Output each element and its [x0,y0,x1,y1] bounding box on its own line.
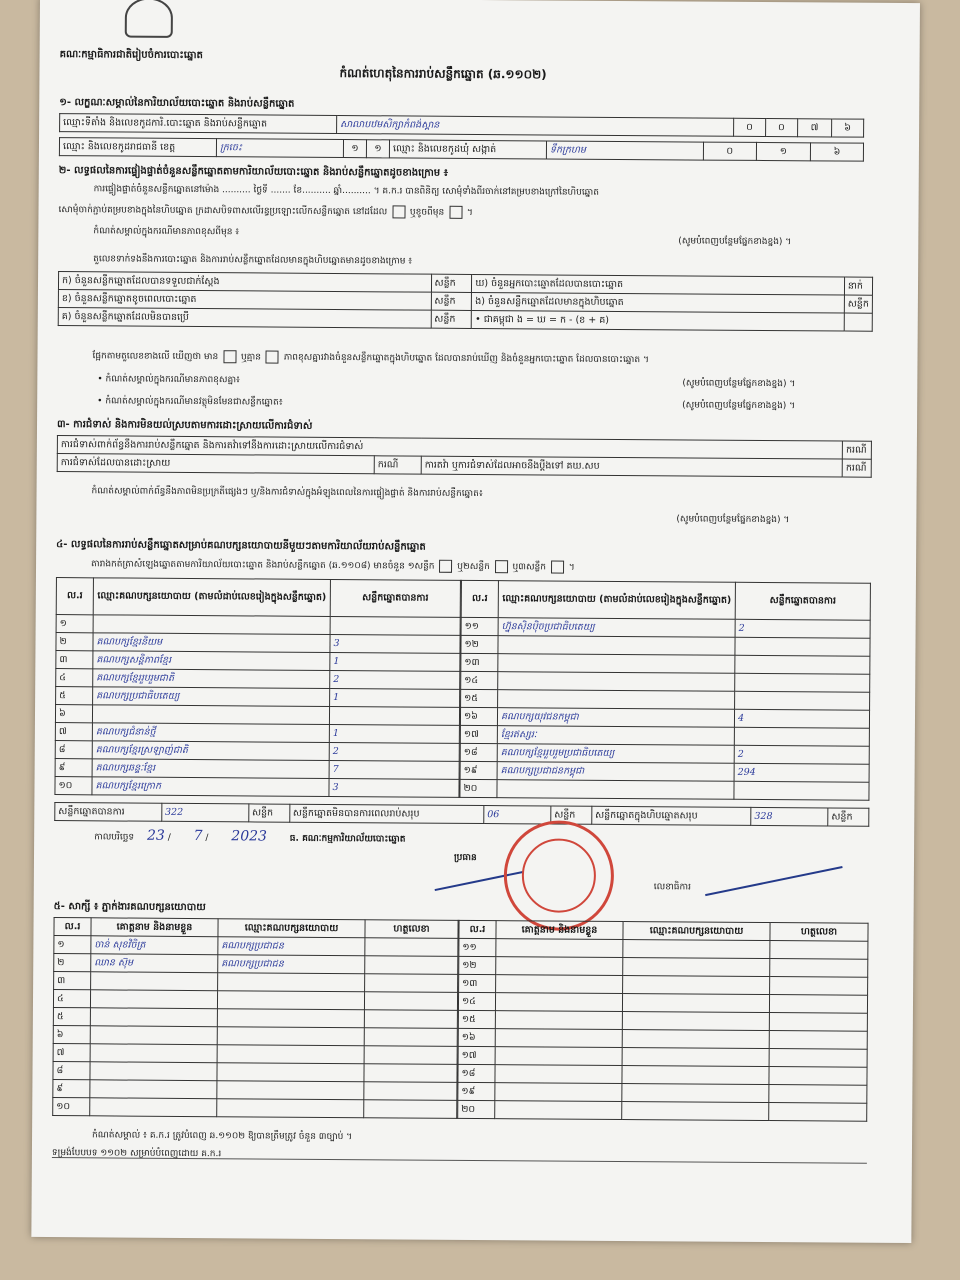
witness-col-party: ឈ្មោះគណបក្សនយោបាយ [218,919,365,938]
location-label: ឈ្មោះទីតាំង និងលេខកូដការិ.បោះឆ្នោត និងរាប់សន្លឹកឆ្នោត [60,114,337,134]
total-invalid-unit: សន្លឹក [551,806,592,824]
row-no: ៥ [53,1008,90,1026]
witness-name [90,1062,217,1081]
row-no: ២០ [458,1100,495,1118]
form-note: ទម្រង់បែបបទ ១១០២ សម្រាប់បំពេញដោយ គ.ក.រ [51,1148,222,1160]
party-name [497,780,734,800]
row-no: ១៥ [461,689,498,707]
party-votes [735,655,870,674]
tally-sheet-intro: តារាងកត់ត្រាសំឡេងឆ្នោតតាមការិយាល័យបោះឆ្នោត និងរាប់សន្លឹកឆ្នោត (ឆ.១១០៨) មានចំនួន ១សន្លឹក [91,559,435,572]
party-name [498,690,735,710]
party-name: គណបក្សខ្មែររួបរួមប្រជាធិបតេយ្យ [497,744,734,764]
section1-table [59,113,864,138]
row-no: ៦ [53,1026,90,1044]
total-valid-unit: សន្លឹក [248,804,289,822]
party-votes [735,673,870,692]
form-title: កំណត់ហេតុនៃការរាប់សន្លឹកឆ្នោត (ឆ.១១០២) [339,66,547,82]
witness-signature-icon [365,938,458,957]
row-no: ១២ [461,635,498,653]
unchanged-checkbox[interactable] [392,205,405,218]
row-no: ១៣ [459,974,496,992]
row-no: ១៨ [460,743,497,761]
witness-party [217,1063,364,1082]
count-e-unit: សន្លឹក [844,295,872,313]
objection-row1-unit: ករណី [842,441,871,459]
location-value: សាលាបឋមសិក្សាកំពង់ស្ពាន [337,116,734,137]
objection-appeal-unit: ករណី [842,459,871,477]
bullet-foreign-object-fill-note: (សូមបំពេញបន្ថែមផ្នែកខាងខ្នង) ។ [682,400,796,412]
row-no: ៩ [55,759,92,777]
party-name: គណបក្សខ្មែរស្រឡាញ់ជាតិ [92,741,329,761]
province-code-2: ១ [366,140,389,158]
row-no: ១ [54,936,91,954]
party-votes: 4 [734,709,869,728]
difference-has-label: ផ្អែកតាមតួលេខខាងលើ ឃើញថា មាន [92,351,219,363]
row-no: ២ [54,954,91,972]
row-no: ១២ [459,956,496,974]
witness-col-name: គោត្តនាម និងនាមខ្លួន [91,918,218,937]
witness-col-party-right: ឈ្មោះគណបក្សនយោបាយ [623,922,770,941]
party-name: គណបក្សប្រជាធិបតេយ្យ [93,687,330,707]
row-no: ១៤ [458,992,495,1010]
row-no: ៧ [55,723,92,741]
party-name: ខ្មែរឥស្សរៈ [497,726,734,746]
three-sheets-checkbox[interactable] [551,561,564,574]
col-party-header-right: ឈ្មោះគណបក្សនយោបាយ (តាមលំដាប់លេខរៀងក្នុងសន្លឹកឆ្នោត) [498,581,735,620]
chief-label: ប្រធាន [453,852,477,863]
commune-code-2: ១ [756,142,811,160]
date-label: កាលបរិច្ឆេទ [94,832,135,843]
party-votes [329,706,459,725]
party-votes: 2 [329,742,459,761]
witness-party [217,991,364,1010]
total-box-value: 328 [751,807,828,826]
party-votes: 1 [330,688,460,707]
province-label: ឈ្មោះ និងលេខកូដរាជធានី ខេត្ត [59,138,216,157]
province-code-1: ១ [343,140,366,158]
party-votes [734,727,869,746]
results-table-left [54,577,461,798]
party-votes: 1 [330,652,460,671]
witness-col-no-right: ល.រ [459,920,496,938]
count-e-label: ង) ចំនួនសន្លឹកឆ្នោតដែលមានក្នុងហិបឆ្នោត [472,292,845,313]
row-no: ១៦ [458,1028,495,1046]
totals-table [54,802,869,827]
date-line: កាលបរិច្ឆេទ 23 / 7 / 2023 ធ. គណៈកម្មការិយាល័យបោះឆ្នោត [94,827,406,845]
col-no-header-right: ល.រ [461,580,498,617]
row-no: ៨ [55,741,92,759]
count-b-unit: សន្លឹក [431,292,472,310]
objection-appeal-label: ការតវ៉ា ឬការជំទាស់ដែលអាចនឹងប្តឹងទៅ គឃ.សប [421,456,842,477]
witness-party [217,1045,364,1064]
total-valid-label: សន្លឹកឆ្នោតបានការ [55,803,162,822]
witness-party [217,1081,364,1100]
col-votes-header-right: សន្លឹកឆ្នោតបានការ [735,582,870,620]
table-row [55,777,459,798]
section3-heading: ៣- ការជំទាស់ និងការមិនយល់ស្របតាមការដោះស្រាយលើការជំទាស់ [56,419,313,432]
commune-code-1: ០ [703,142,756,160]
party-name [498,672,735,692]
witness-col-name-right: គោត្តនាម និងនាមខ្លួន [496,921,623,940]
total-invalid-label: សន្លឹកឆ្នោតមិនបានការពេលរាប់សរុប [289,804,483,823]
witness-signature-icon [365,956,458,975]
party-name: ហ្វ៊ុនស៊ិនប៉ិចប្រជាធិបតេយ្យ [498,618,735,638]
party-votes: 3 [330,634,460,653]
date-month: 7 [193,828,203,845]
party-name: គណបក្សជំនាន់ថ្មី [92,723,329,743]
count-d-label: ឃ) ចំនួនអ្នកបោះឆ្នោតដែលបានបោះឆ្នោត [472,274,845,295]
party-votes: 2 [735,619,870,638]
party-votes: 2 [330,670,460,689]
row-no: ៤ [56,669,93,687]
row-no: ១៧ [458,1046,495,1064]
witness-name [90,1080,217,1099]
total-invalid-value: 06 [484,806,551,824]
count-c-label: គ) ចំនួនសន្លឹកឆ្នោតដែលមិនបានប្រើ [58,308,431,329]
row-no: ១៥ [458,1010,495,1028]
section2-heading: ២- លទ្ធផលនៃការផ្ទៀងផ្ទាត់ចំនួនសន្លឹកឆ្នោតតាមការិយាល័យបោះឆ្នោត និងរាប់សន្លឹកឆ្នោតដូចខាងក្រោម ៖ [58,165,449,179]
table-row [458,1100,867,1121]
commune-label: ឈ្មោះ និងលេខកូដឃុំ សង្កាត់ [389,140,546,159]
row-no: ១០ [55,777,92,795]
bullet-difference-fill-note: (សូមបំពេញបន្ថែមផ្នែកខាងខ្នង) ។ [682,378,796,390]
party-name [93,615,330,635]
counts-table [58,271,873,332]
changed-checkbox[interactable] [449,206,462,219]
col-votes-header: សន្លឹកឆ្នោតបានការ [330,579,460,617]
tally-sheet-line: តារាងកត់ត្រាសំឡេងឆ្នោតតាមការិយាល័យបោះឆ្នោត និងរាប់សន្លឹកឆ្នោត (ឆ.១១០៨) មានចំនួន ១សន្លឹក ឬ២សន្លឹក ឬ៣សន្លឹក ។ [91,559,575,573]
secretary-signature-icon [705,866,843,896]
province-value: ក្រចេះ [216,139,343,158]
section2-line2-wrap: សោមុំចាក់ភ្ជាប់គម្របខាងក្នុងនៃហិបឆ្នោត ក្រដាសបិទពាសលើរន្ធប្រឡោះលើកសន្លឹកឆ្នោត នៅដដែល ឬខូចពីមុន ។ [58,205,473,218]
witness-col-sign-right: ហត្ថលេខា [770,923,868,942]
objection-resolved-unit: ករណី [374,456,421,474]
committee-label: ធ. គណៈកម្មការិយាល័យបោះឆ្នោត [289,833,406,845]
location-code-2: ០ [765,118,797,136]
bullet-difference: • កំណត់សម្គាល់ក្នុងករណីមានភាពខុសគ្នា៖ [97,374,241,386]
row-no: ១៣ [461,653,498,671]
section2-note: កំណត់សម្គាល់ក្នុងករណីមានភាពខុសពីមុន ៖ [93,226,240,238]
row-no: ៣ [56,651,93,669]
party-votes: 7 [329,760,459,779]
official-seal-icon [504,820,615,931]
party-name: គណបក្សសន្តិភាពខ្មែរ [93,651,330,671]
total-box-unit: សន្លឹក [828,808,869,826]
row-no: ១១ [461,617,498,635]
party-name: គណបក្សខ្មែរក្រោក [92,777,329,797]
row-no: ១៤ [461,671,498,689]
section3-note: កំណត់សម្គាល់ពាក់ព័ន្ធនឹងភាពមិនប្រក្រតីផ្សេងៗ ឬ/និងការជំទាស់ក្នុងអំឡុងពេលនៃការផ្ទៀងផ្ទាត់ និងការរាប់សន្លឹកឆ្នោត៖ [91,486,483,500]
row-no: ៣ [54,972,91,990]
row-no: ១១ [459,938,496,956]
party-votes [735,691,870,710]
three-sheets-label: ឬ៣សន្លឹក [512,562,547,573]
party-votes [734,781,869,800]
witness-party: គណបក្សប្រជាជន [218,955,365,974]
party-name: គណបក្សឆន្ទៈខ្មែរ [92,759,329,779]
row-no: ២០ [460,779,497,797]
total-valid-value: 322 [161,803,248,822]
authority-name: គណៈកម្មាធិការជាតិរៀបចំការបោះឆ្នោត [59,49,203,62]
formula-label: • ជាគម្ពុជា ង = ឃ = ក - (ខ + គ) [472,310,845,331]
witness-col-no: ល.រ [54,918,91,936]
count-c-unit: សន្លឹក [431,310,472,328]
difference-no-label: ឬគ្មាន [240,352,261,363]
witness-name [90,1008,217,1027]
formula-unit [844,313,872,331]
section2-line2: សោមុំចាក់ភ្ជាប់គម្របខាងក្នុងនៃហិបឆ្នោត ក្រដាសបិទពាសលើរន្ធប្រឡោះលើកសន្លឹកឆ្នោត នៅដដែល [58,205,388,218]
row-no: ១ [56,615,93,633]
difference-desc: ភាពខុសគ្នារវាងចំនួនសន្លឹកឆ្នោតក្នុងហិបឆ្នោត ដែលបានរាប់ឃើញ និងចំនួនអ្នកបោះឆ្នោត ដែលបានបោះឆ្នោត ។ [283,352,649,366]
witness-party [217,1027,364,1046]
nec-logo-icon [125,0,173,38]
row-no: ៩ [53,1080,90,1098]
witness-name: ឈាន ស៊ុម [91,954,218,973]
section1-heading: ១- លក្ខណៈសម្គាល់នៃការិយាល័យបោះឆ្នោត និងរាប់សន្លឹកឆ្នោត [59,97,295,110]
difference-yes-checkbox[interactable] [223,350,236,363]
party-votes: 3 [329,778,459,797]
section2-intro: តួលេខទាក់ទងនឹងការបោះឆ្នោត និងការរាប់សន្លឹកឆ្នោតដែលមានក្នុងហិបឆ្នោតមានដូចខាងក្រោម ៖ [93,254,413,267]
count-d-unit: នាក់ [844,277,872,295]
objection-table [57,435,872,478]
commune-code-3: ៦ [811,143,864,161]
witness-table-right [457,920,868,1122]
count-a-unit: សន្លឹក [431,274,472,292]
location-code-4: ៦ [832,119,864,137]
difference-line [92,349,648,367]
section5-heading: ៥- សាក្សី ៖ ភ្នាក់ងារគណបក្សនយោបាយ [53,901,206,914]
party-name: គណបក្សប្រជាជនកម្ពុជា [497,762,734,782]
witness-party [217,1009,364,1028]
section4-heading: ៤- លទ្ធផលនៃការរាប់សន្លឹកឆ្នោតសម្រាប់គណបក្សនយោបាយនីមួយៗតាមការិយាល័យរាប់សន្លឹកឆ្នោត [56,539,426,553]
witness-name [90,1026,217,1045]
objection-resolved-label: ការជំទាស់ដែលបានដោះស្រាយ [57,454,374,474]
party-name [498,636,735,656]
footnote: កំណត់សម្គាល់ ៖ គ.ក.រ ត្រូវបំពេញ ឆ.១១០២ ឱ្យបានត្រឹមត្រូវ ចំនួន ៣ច្បាប់ ។ [92,1130,353,1143]
date-year: 2023 [231,828,268,845]
row-no: ៥ [56,687,93,705]
two-sheets-label: ឬ២សន្លឹក [457,561,490,573]
row-no: ១៦ [460,707,497,725]
party-name: គណបក្សខ្មែររួបរួមជាតិ [93,669,330,689]
location-code-1: ០ [734,118,766,136]
witness-name [90,1098,217,1117]
row-no: ១៩ [460,761,497,779]
witness-party [218,973,365,992]
results-table-right [459,580,871,801]
witness-party [217,1099,364,1118]
row-no: ១៩ [458,1082,495,1100]
row-no: ៧ [53,1044,90,1062]
date-day: 23 [146,827,165,844]
party-votes: 2 [734,745,869,764]
party-votes: 294 [734,763,869,782]
election-form-paper [31,0,920,1243]
section2-fill-note: (សូមបំពេញបន្ថែមផ្នែកខាងខ្នង) ។ [678,236,792,248]
count-b-label: ខ) ចំនួនសន្លឹកឆ្នោតខូចពេលបោះឆ្នោត [58,290,431,311]
witness-name [91,972,218,991]
location-code-3: ៧ [797,119,831,137]
or-changed-label: ឬខូចពីមុន [409,207,445,218]
total-box-label: សន្លឹកឆ្នោតក្នុងហិបឆ្នោតសរុប [592,806,751,825]
party-name: គណបក្សយុវជនកម្ពុជា [497,708,734,728]
commune-value: ទឹកក្រហម [546,141,703,160]
col-party-header: ឈ្មោះគណបក្សនយោបាយ (តាមលំដាប់លេខរៀងក្នុងសន្លឹកឆ្នោត) [93,578,330,617]
party-votes [735,637,870,656]
one-sheet-checkbox[interactable] [439,560,452,573]
objection-row1-label: ការជំទាស់ពាក់ព័ន្ធនឹងការរាប់សន្លឹកឆ្នោត និងការតវ៉ាទៅនឹងការដោះស្រាយលើការជំទាស់ [57,436,842,459]
witness-name: ចាន់ សុខវិចិត្រ [91,936,218,955]
row-no: ១០ [53,1098,90,1116]
section1-table-row2 [59,137,864,162]
count-a-label: ក) ចំនួនសន្លឹកឆ្នោតដែលបានទទួលជាក់ស្តែង [58,272,431,293]
row-no: ២ [56,633,93,651]
table-row [53,1098,457,1119]
party-name [92,705,329,725]
witness-table-left [52,917,458,1119]
party-name [498,654,735,674]
section3-fill-note: (សូមបំពេញបន្ថែមផ្នែកខាងខ្នង) ។ [676,514,790,526]
section2-line1: ការផ្ទៀងផ្ទាត់ចំនួនសន្លឹកឆ្នោតនៅម៉ោង .......... ថ្ងៃទី ....... ខែ.......... ឆ្នាំ.......... ។ គ.ក.រ បានពិនិត្យ សោមុំទាំងពីរចាក់នៅគម្របខាងក្រៅនៃហិបឆ្នោត [93,184,600,198]
witness-col-sign: ហត្ថលេខា [365,920,458,939]
witness-party: គណបក្សប្រជាជន [218,937,365,956]
row-no: ៨ [53,1062,90,1080]
two-sheets-checkbox[interactable] [495,560,508,573]
party-votes [330,616,460,635]
col-no-header: ល.រ [56,578,93,615]
row-no: ៦ [55,705,92,723]
bullet-foreign-object: • កំណត់សម្គាល់ក្នុងករណីមានវត្ថុមិនមែនជាសន្លឹកឆ្នោត៖ [97,396,283,408]
table-row [460,779,869,800]
party-name: គណបក្សខ្មែរនិយម [93,633,330,653]
row-no: ៤ [53,990,90,1008]
secretary-label: លេខាធិការ [653,882,691,893]
difference-no-checkbox[interactable] [266,351,279,364]
row-no: ១៧ [460,725,497,743]
row-no: ១៨ [458,1064,495,1082]
witness-name [90,990,217,1009]
witness-name [90,1044,217,1063]
party-votes: 1 [329,724,459,743]
